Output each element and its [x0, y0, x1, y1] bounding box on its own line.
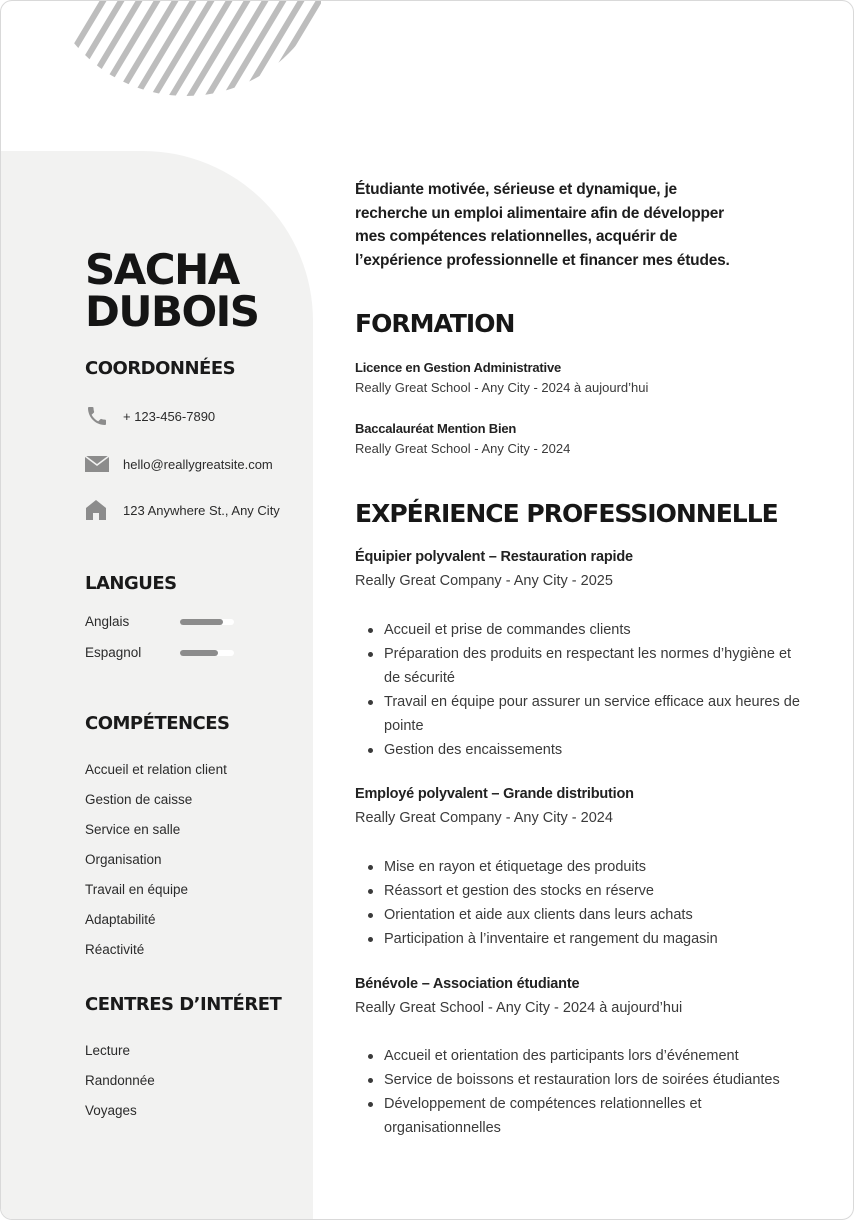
education-details: Really Great School - Any City - 2024 à aujourd’hui: [355, 380, 649, 395]
candidate-name: [85, 245, 259, 336]
phone-icon: [85, 405, 109, 427]
decorative-striped-circle: [51, 0, 321, 111]
mail-icon: [85, 453, 109, 475]
language-item: [85, 645, 245, 660]
contact-phone-row: [85, 405, 215, 427]
contact-heading: COORDONNÉES: [85, 358, 236, 379]
interests-heading: CENTRES D’INTÉRET: [85, 994, 282, 1015]
email-address: hello@reallygreatsite.com: [123, 456, 273, 472]
job-bullet: Développement de compétences relationnelles et organisationnelles: [355, 1092, 805, 1140]
contact-address-row: [85, 499, 280, 521]
language-level-fill: [180, 650, 218, 656]
interest-item: Randonnée: [85, 1073, 155, 1088]
job-bullet: Accueil et prise de commandes clients: [355, 618, 805, 642]
skills-list: [85, 760, 227, 970]
language-level-bar: [180, 650, 234, 656]
job-bullet: Mise en rayon et étiquetage des produits: [355, 855, 805, 879]
interest-item: Voyages: [85, 1103, 137, 1118]
interest-item: Lecture: [85, 1043, 131, 1058]
job-bullet: Réassort et gestion des stocks en réserve: [355, 879, 805, 903]
job-details: Really Great Company - Any City - 2025: [355, 573, 613, 589]
skill-item: Gestion de caisse: [85, 792, 193, 807]
language-label: Espagnol: [85, 645, 142, 660]
profile-summary: Étudiante motivée, sérieuse et dynamique, je recherche un emploi alimentaire afin de développer mes compétences relationnelles, acquérir de l’expérience professionnelle et financer mes études.: [355, 181, 730, 269]
job-details: Really Great Company - Any City - 2024: [355, 810, 613, 826]
job-bullets: [355, 618, 805, 762]
skill-item: Travail en équipe: [85, 882, 189, 897]
experience-heading: EXPÉRIENCE PROFESSIONNELLE: [355, 499, 778, 528]
job-bullet: Participation à l’inventaire et rangement du magasin: [355, 927, 805, 951]
job-bullet: Accueil et orientation des participants lors d’événement: [355, 1044, 805, 1068]
education-details: Really Great School - Any City - 2024: [355, 441, 571, 456]
job-bullets: [355, 1044, 805, 1140]
job-title: Employé polyvalent – Grande distribution: [355, 786, 634, 802]
home-icon: [85, 499, 109, 521]
language-item: [85, 614, 245, 629]
language-label: Anglais: [85, 614, 130, 629]
last-name: DUBOIS: [85, 287, 259, 336]
job-details: Really Great School - Any City - 2024 à aujourd’hui: [355, 1000, 683, 1016]
skill-item: Adaptabilité: [85, 912, 156, 927]
job-bullet: Préparation des produits en respectant les normes d’hygiène et de sécurité: [355, 642, 805, 690]
languages-heading: LANGUES: [85, 573, 177, 594]
education-heading: FORMATION: [355, 309, 515, 338]
job-bullet: Service de boissons et restauration lors de soirées étudiantes: [355, 1068, 805, 1092]
job-bullet: Gestion des encaissements: [355, 738, 805, 762]
skill-item: Service en salle: [85, 822, 181, 837]
skills-heading: COMPÉTENCES: [85, 713, 230, 734]
skill-item: Accueil et relation client: [85, 762, 227, 777]
job-bullet: Travail en équipe pour assurer un service efficace aux heures de pointe: [355, 690, 805, 738]
first-name: SACHA: [85, 245, 239, 294]
skill-item: Organisation: [85, 852, 162, 867]
job-bullet: Orientation et aide aux clients dans leurs achats: [355, 903, 805, 927]
phone-number: + 123-456-7890: [123, 408, 216, 424]
interests-list: [85, 1041, 155, 1131]
language-level-fill: [180, 619, 223, 625]
contact-email-row: [85, 453, 273, 475]
skill-item: Réactivité: [85, 942, 145, 957]
job-title: Équipier polyvalent – Restauration rapide: [355, 549, 633, 565]
job-bullets: [355, 855, 805, 951]
language-level-bar: [180, 619, 234, 625]
postal-address: 123 Anywhere St., Any City: [123, 502, 280, 518]
education-title: Baccalauréat Mention Bien: [355, 421, 517, 436]
education-title: Licence en Gestion Administrative: [355, 360, 562, 375]
job-title: Bénévole – Association étudiante: [355, 976, 580, 992]
